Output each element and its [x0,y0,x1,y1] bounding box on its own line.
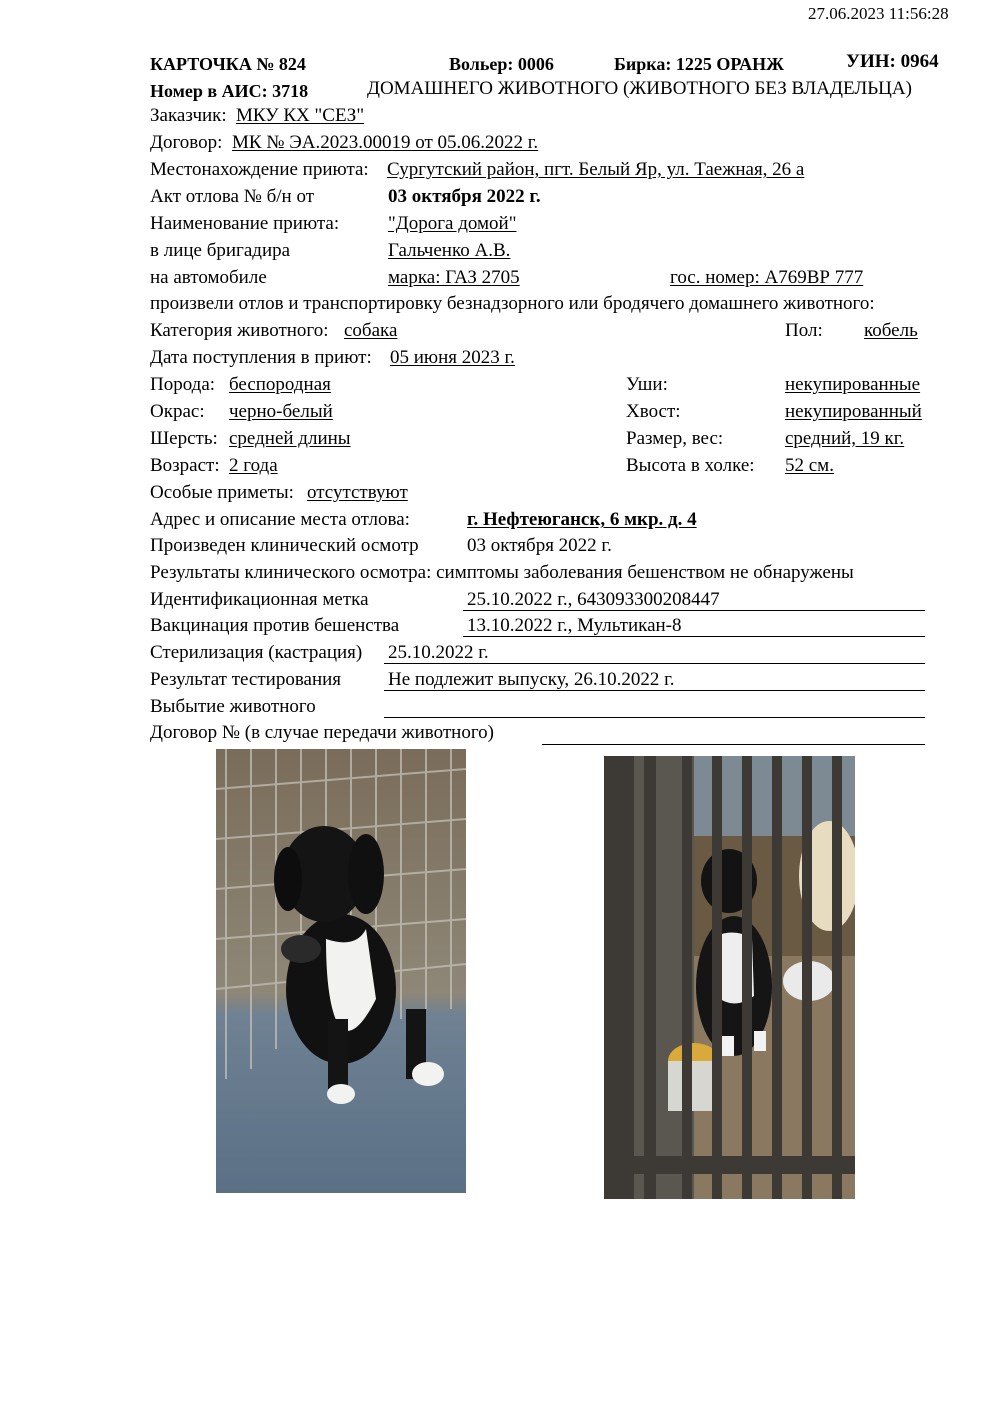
arrival-label: Дата поступления в приют: [150,347,372,368]
tail-value: некупированный [785,401,922,422]
capture-address-value: г. Нефтеюганск, 6 мкр. д. 4 [467,509,697,530]
height-value: 52 см. [785,455,834,476]
capture-statement: произвели отлов и транспортировку безнадзорного или бродячего домашнего животного: [150,293,875,314]
contract-label: Договор: [150,132,223,153]
sex-value: кобель [864,320,918,341]
dog-photo-bars [604,756,855,1199]
transfer-contract-line [542,744,925,745]
print-timestamp: 27.06.2023 11:56:28 [808,4,949,23]
ears-label: Уши: [626,374,668,395]
category-value: собака [344,320,398,341]
breed-value: беспородная [229,374,331,395]
id-mark-value: 25.10.2022 г., 643093300208447 [467,589,720,610]
height-label: Высота в холке: [626,455,755,476]
size-value: средний, 19 кг. [785,428,905,449]
sterilization-value: 25.10.2022 г. [388,642,489,663]
id-mark-line [463,610,925,611]
test-result-line [384,690,925,691]
ais-number: Номер в АИС: 3718 [150,81,309,101]
color-label: Окрас: [150,401,205,422]
card-number: КАРТОЧКА № 824 [150,54,306,74]
capture-address-label: Адрес и описание места отлова: [150,509,410,530]
test-result-label: Результат тестирования [150,669,342,690]
capture-act-date: 03 октября 2022 г. [388,186,541,207]
animal-leave-line [384,717,925,718]
age-label: Возраст: [150,455,220,476]
tag-number: Бирка: 1225 ОРАНЖ [614,54,784,74]
vaccination-value: 13.10.2022 г., Мультикан-8 [467,615,682,636]
color-value: черно-белый [229,401,333,422]
vehicle-label: на автомобиле [150,267,267,288]
age-value: 2 года [229,455,278,476]
shelter-location-value: Сургутский район, пгт. Белый Яр, ул. Таежная, 26 а [387,159,805,180]
foreman-value: Гальченко А.В. [388,240,511,261]
vaccination-line [463,636,925,637]
animal-leave-label: Выбытие животного [150,696,316,717]
arrival-value: 05 июня 2023 г. [390,347,515,368]
sterilization-label: Стерилизация (кастрация) [150,642,363,663]
shelter-name-value: "Дорога домой" [388,213,517,234]
ears-value: некупированные [785,374,921,395]
vehicle-brand: марка: ГАЗ 2705 [388,267,520,288]
tail-label: Хвост: [626,401,681,422]
capture-act-label: Акт отлова № б/н от [150,186,315,207]
special-marks-value: отсутствуют [307,482,408,503]
uin: УИН: 0964 [846,51,939,72]
category-label: Категория животного: [150,320,329,341]
breed-label: Порода: [150,374,216,395]
foreman-label: в лице бригадира [150,240,291,261]
vaccination-label: Вакцинация против бешенства [150,615,400,636]
coat-label: Шерсть: [150,428,218,449]
transfer-contract-label: Договор № (в случае передачи животного) [150,722,494,743]
document-title: ДОМАШНЕГО ЖИВОТНОГО (ЖИВОТНОГО БЕЗ ВЛАДЕЛЬЦА) [367,78,912,99]
clinical-exam-results: Результаты клинического осмотра: симптомы заболевания бешенством не обнаружены [150,562,854,583]
clinical-exam-label: Произведен клинический осмотр [150,535,419,556]
clinical-exam-date: 03 октября 2022 г. [467,535,612,556]
coat-value: средней длины [229,428,351,449]
special-marks-label: Особые приметы: [150,482,294,503]
contract-value: МК № ЭА.2023.00019 от 05.06.2022 г. [232,132,539,153]
id-mark-label: Идентификационная метка [150,589,369,610]
sterilization-line [384,663,925,664]
shelter-location-label: Местонахождение приюта: [150,159,369,180]
vehicle-plate: гос. номер: А769ВР 777 [670,267,864,288]
enclosure-number: Вольер: 0006 [449,54,554,74]
customer-label: Заказчик: [150,105,227,126]
shelter-name-label: Наименование приюта: [150,213,340,234]
customer-value: МКУ КХ "СЕЗ" [236,105,365,126]
dog-photo-cage [216,749,466,1193]
test-result-value: Не подлежит выпуску, 26.10.2022 г. [388,669,675,690]
sex-label: Пол: [785,320,823,341]
size-label: Размер, вес: [626,428,724,449]
